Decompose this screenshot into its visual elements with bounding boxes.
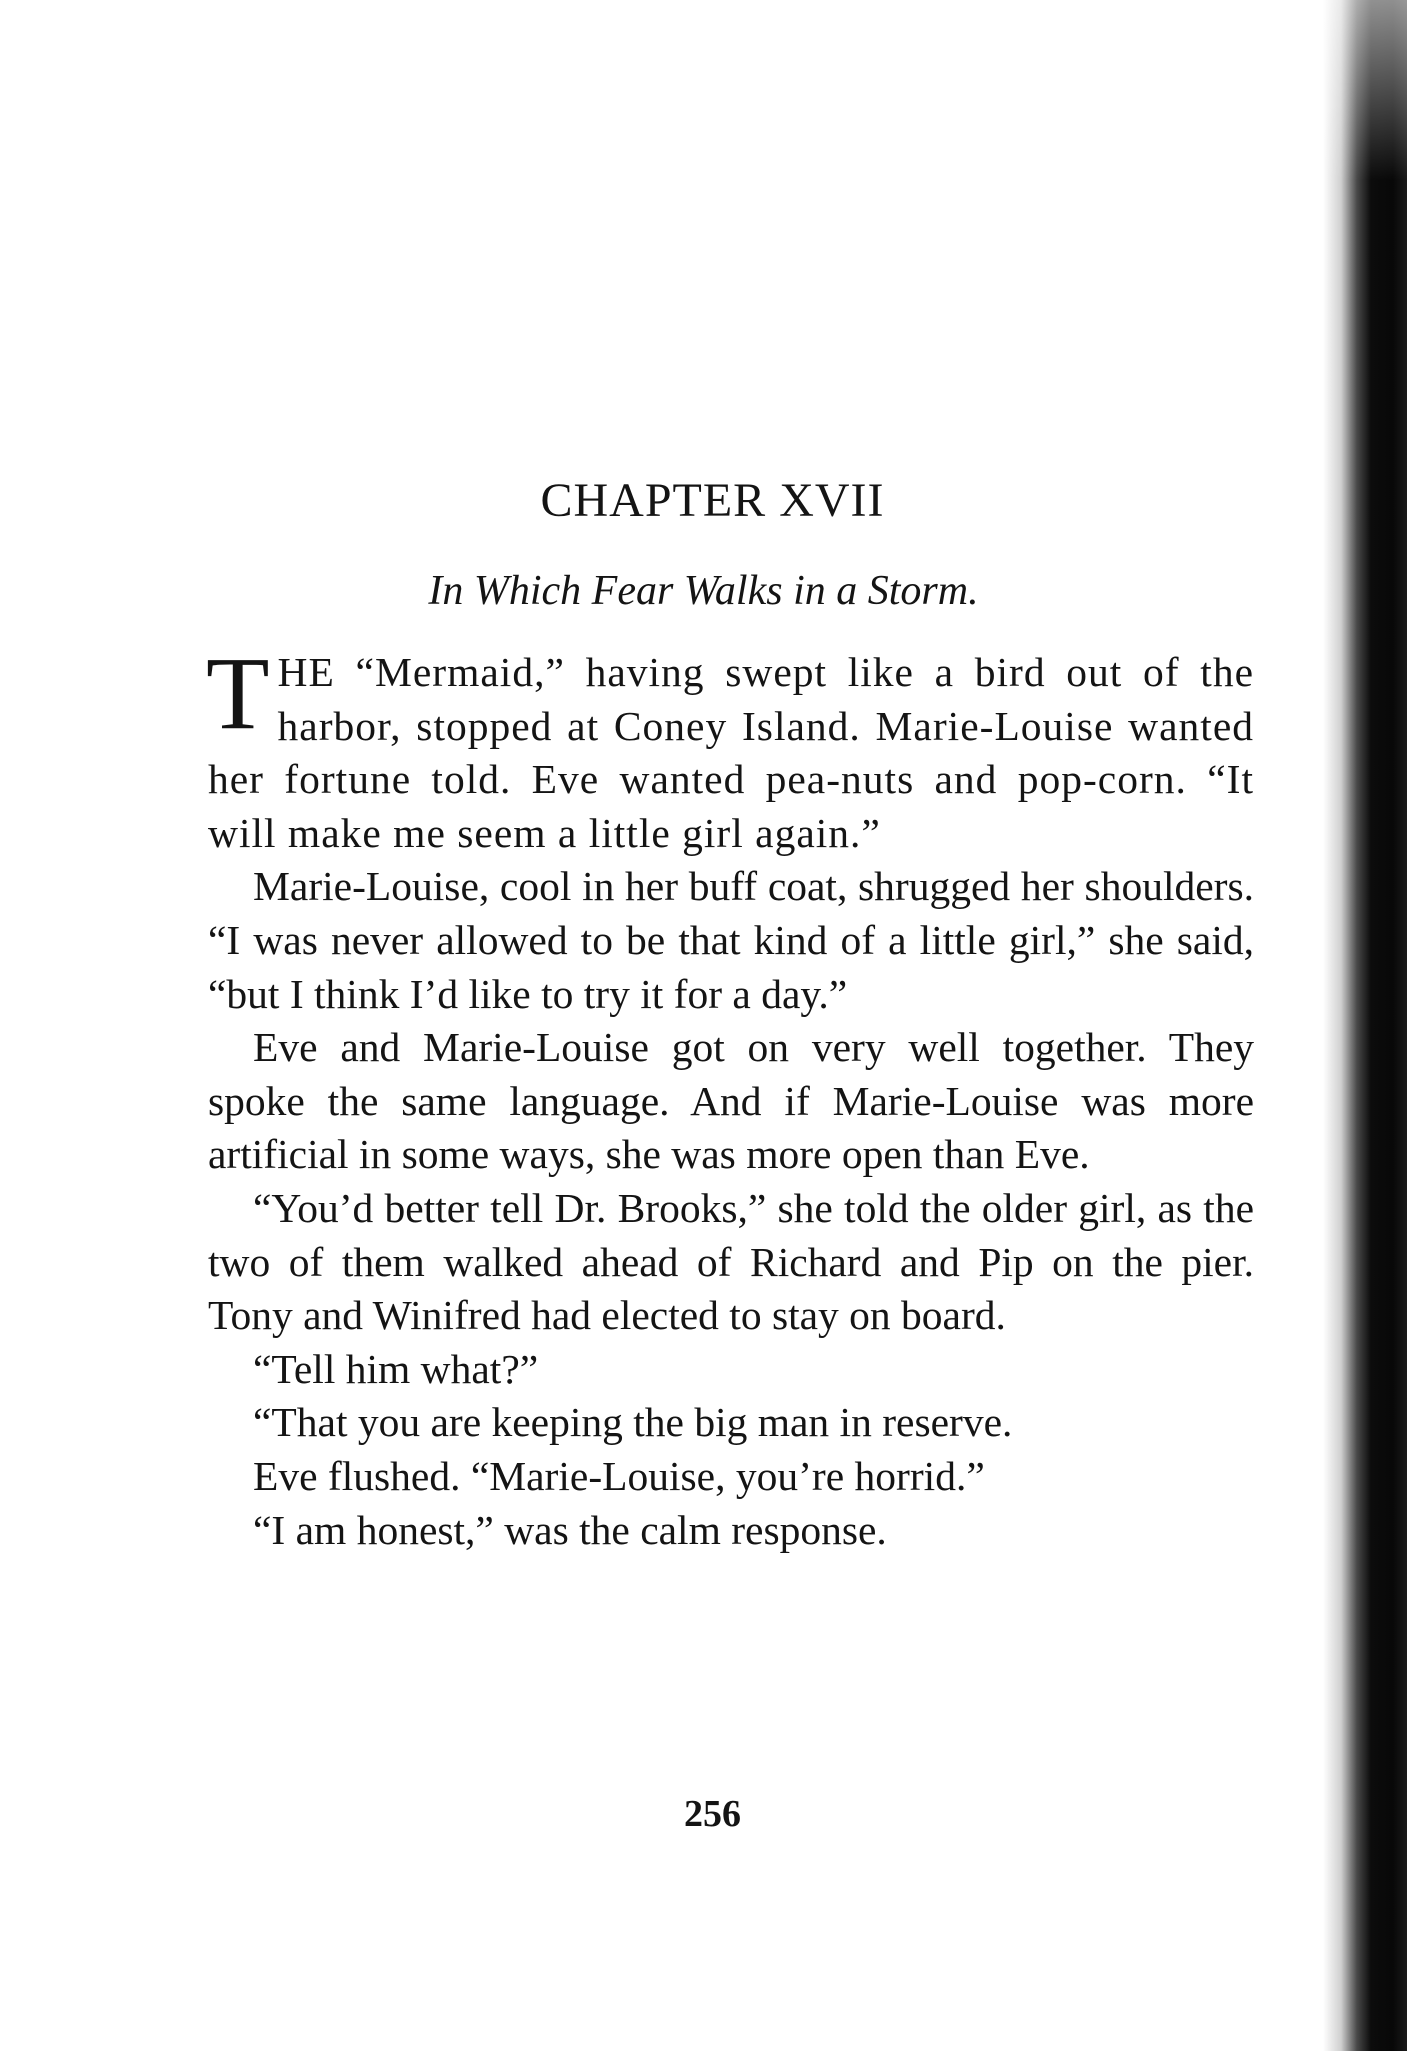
- paragraph-7: Eve flushed. “Marie-Louise, you’re horrid.”: [253, 1452, 985, 1499]
- chapter-body: [206, 636, 1254, 1557]
- drop-cap: T: [206, 636, 270, 751]
- chapter-title: CHAPTER XVII: [540, 474, 885, 527]
- paragraph-6: “That you are keeping the big man in reserve.: [253, 1399, 1013, 1446]
- paragraph-8: “I am honest,” was the calm response.: [253, 1506, 887, 1553]
- paragraph-1: [206, 636, 1254, 860]
- paragraph-1-text: HE “Mermaid,” having swept like a bird out of the harbor, stopped at Coney Island. Marie-Louise wanted her fortune told. Eve wanted pea-nuts and pop-corn. “It will make me seem a little girl again.”: [208, 649, 1254, 856]
- paragraph-4: “You’d better tell Dr. Brooks,” she told the older girl, as the two of them walked ahead of Richard and Pip on the pier. Tony and Winifred had elected to stay on board.: [208, 1184, 1254, 1339]
- paragraph-2: Marie-Louise, cool in her buff coat, shrugged her shoulders. “I was never allowed to be that kind of a little girl,” she said, “but I think I’d like to try it for a day.”: [208, 863, 1254, 1017]
- binding-gutter-shadow: [1323, 0, 1407, 2051]
- gutter-fade: [1323, 0, 1407, 180]
- paragraph-3: Eve and Marie-Louise got on very well together. They spoke the same language. And if Marie-Louise was more artificial in some ways, she was more open than Eve.: [208, 1024, 1254, 1178]
- paragraph-5: “Tell him what?”: [253, 1345, 539, 1392]
- page-number: 256: [684, 1793, 741, 1835]
- chapter-subtitle: In Which Fear Walks in a Storm.: [428, 568, 979, 614]
